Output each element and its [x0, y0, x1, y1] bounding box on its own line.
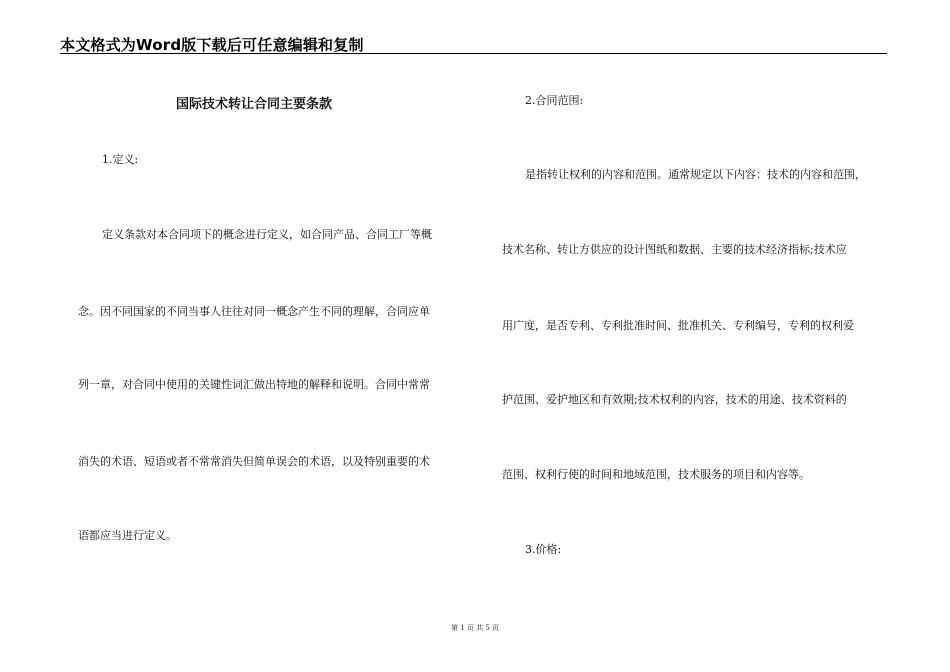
left-paragraph-line: 列一章，对合同中使用的关键性词汇做出特地的解释和说明。合同中常常 — [78, 378, 430, 391]
left-paragraph-line: 念。因不同国家的不同当事人往往对同一概念产生不同的理解，合同应单 — [78, 305, 430, 318]
right-paragraph-line: 用广度，是否专利、专利批准时间、批准机关、专利编号，专利的权利爱 — [502, 319, 854, 332]
right-paragraph-line: 范围、权利行使的时间和地域范围，技术服务的项目和内容等。 — [502, 468, 810, 481]
right-paragraph-line: 护范围、爱护地区和有效期;技术权利的内容，技术的用途、技术资料的 — [502, 393, 847, 406]
left-paragraph-line: 语都应当进行定义。 — [78, 529, 177, 542]
page-footer: 第 1 页 共 5 页 — [450, 624, 500, 632]
section-2-heading: 2.合同范围: — [525, 94, 584, 107]
document-title: 国际技术转让合同主要条款 — [176, 97, 333, 112]
header-rule — [60, 53, 887, 54]
right-paragraph-line: 是指转让权利的内容和范围。通常规定以下内容：技术的内容和范围， — [525, 168, 866, 181]
left-paragraph-line: 消失的术语、短语或者不常常消失但简单误会的术语，以及特别重要的术 — [78, 455, 430, 468]
section-1-heading: 1.定义: — [102, 153, 139, 166]
header-banner: 本文格式为Word版下载后可任意编辑和复制 — [60, 36, 364, 54]
section-3-heading: 3.价格: — [525, 543, 562, 556]
left-paragraph-line: 定义条款对本合同项下的概念进行定义，如合同产品、合同工厂等概 — [102, 228, 432, 241]
right-paragraph-line: 技术名称、转让方供应的设计图纸和数据、主要的技术经济指标;技术应 — [502, 243, 847, 256]
